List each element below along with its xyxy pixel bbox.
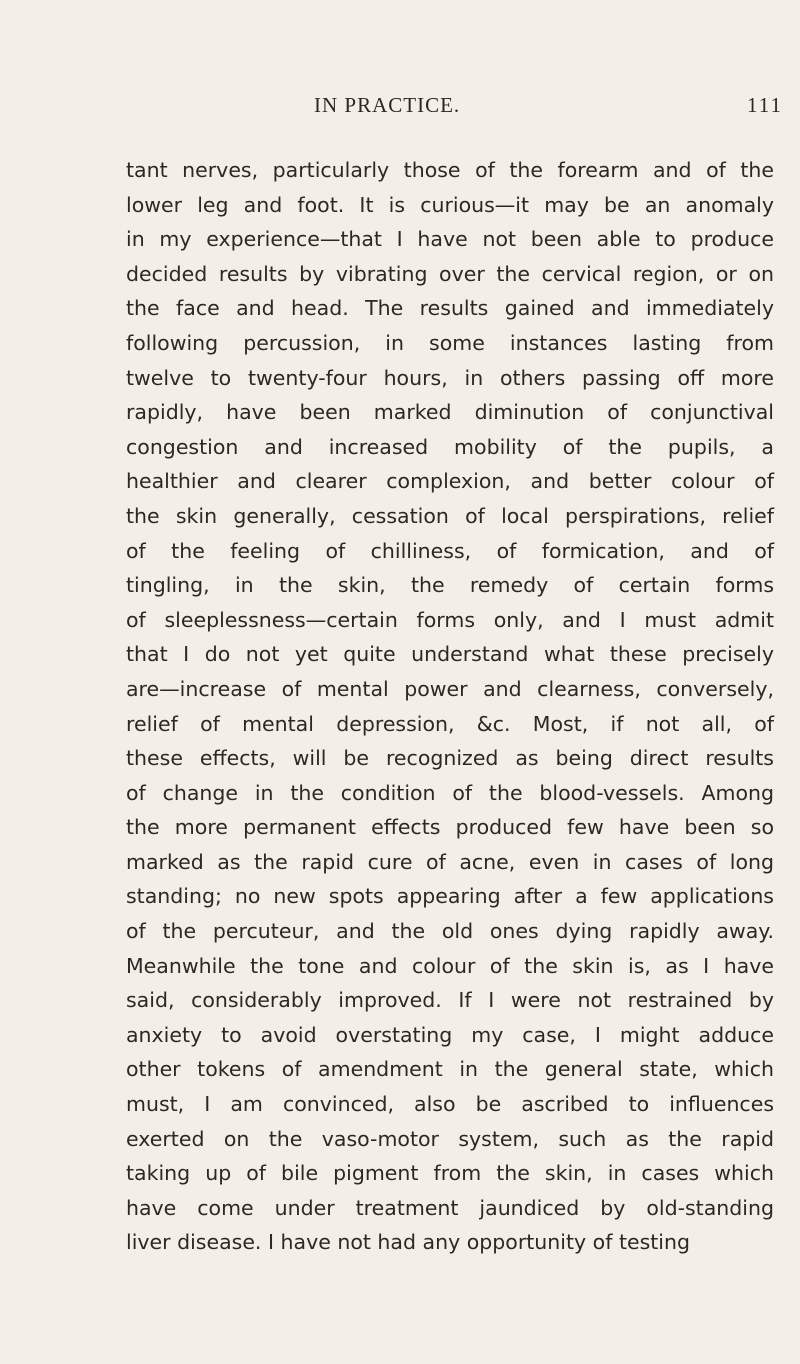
text-line: of sleeplessness—certain forms only, and I must admit (126, 607, 774, 632)
text-line: marked as the rapid cure of acne, even in cases of long (126, 849, 774, 874)
text-line: must, I am convinced, also be ascribed to influences (126, 1092, 774, 1117)
text-line: lower leg and foot. It is curious—it may be an anomaly (126, 192, 774, 217)
text-line: that I do not yet quite understand what these precisely (126, 642, 774, 667)
text-line: the more permanent effects produced few have been so (126, 815, 774, 840)
page-number: 111 (747, 93, 783, 117)
text-line: of the percuteur, and the old ones dying rapidly away. (126, 919, 774, 944)
text-line: relief of mental depression, &c. Most, if not all, of (126, 711, 774, 736)
text-line: said, considerably improved. If I were not restrained by (126, 988, 774, 1013)
text-line: of the feeling of chilliness, of formication, and of (126, 538, 774, 563)
text-line: liver disease. I have not had any opportunity of testing (126, 1230, 691, 1255)
text-line: in my experience—that I have not been able to produce (126, 227, 774, 252)
text-line: these effects, will be recognized as being direct results (126, 746, 774, 771)
body-paragraph (126, 153, 786, 1260)
text-line: other tokens of amendment in the general state, which (126, 1057, 774, 1082)
text-line: decided results by vibrating over the cervical region, or on (126, 261, 774, 286)
text-line: exerted on the vaso-motor system, such as the rapid (126, 1126, 774, 1151)
text-line: Meanwhile the tone and colour of the skin is, as I have (126, 953, 774, 978)
text-line: congestion and increased mobility of the pupils, a (126, 434, 774, 459)
running-head: IN PRACTICE. (314, 93, 461, 117)
text-line: the face and head. The results gained and immediately (126, 296, 774, 321)
text-line: rapidly, have been marked diminution of conjunctival (126, 400, 774, 425)
text-line: following percussion, in some instances lasting from (126, 330, 774, 355)
text-line: the skin generally, cessation of local perspirations, relief (126, 503, 774, 528)
page-header (0, 93, 800, 123)
text-line: healthier and clearer complexion, and better colour of (126, 469, 774, 494)
text-line: twelve to twenty-four hours, in others passing off more (126, 365, 774, 390)
text-line: anxiety to avoid overstating my case, I might adduce (126, 1022, 774, 1047)
text-line: standing; no new spots appearing after a few applications (126, 884, 774, 909)
text-line: tant nerves, particularly those of the forearm and of the (126, 158, 774, 182)
text-line: are—increase of mental power and clearness, conversely, (126, 676, 774, 701)
text-line: taking up of bile pigment from the skin, in cases which (126, 1161, 774, 1186)
text-line: have come under treatment jaundiced by old-standing (126, 1195, 774, 1220)
text-line: tingling, in the skin, the remedy of certain forms (126, 573, 774, 598)
text-line: of change in the condition of the blood-vessels. Among (126, 780, 774, 805)
